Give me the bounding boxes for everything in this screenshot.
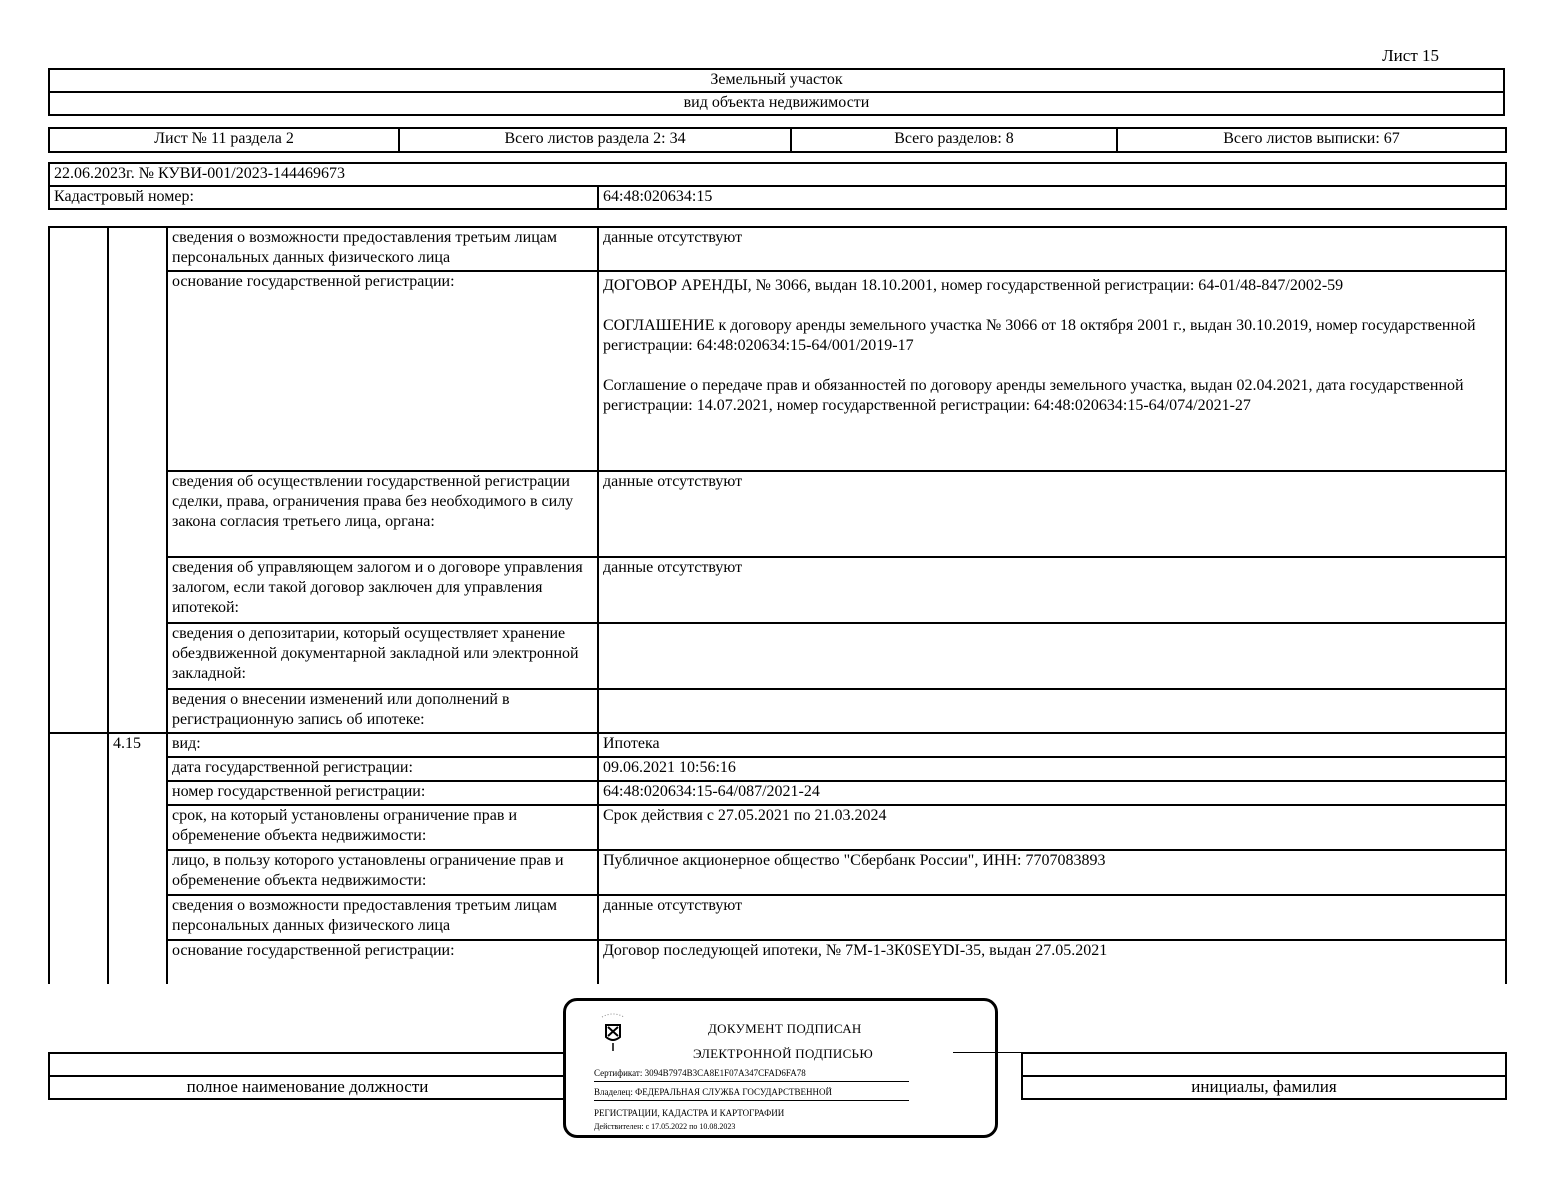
row-value [598,623,1506,689]
row-value: данные отсутствуют [598,227,1506,271]
entry-value: Договор последующей ипотеки, № 7М-1-3К0SEYDI-35, выдан 27.05.2021 [598,940,1506,984]
entry-value: Ипотека [598,733,1506,757]
counters-table [48,127,1507,153]
entry-value: 09.06.2021 10:56:16 [598,757,1506,781]
stamp-owner-2: РЕГИСТРАЦИИ, КАДАСТРА И КАРТОГРАФИИ [594,1108,785,1118]
coat-of-arms-icon [596,1011,630,1051]
section-blank-col-2 [49,733,108,984]
row-label: основание государственной регистрации: [167,271,598,471]
entry-value: Публичное акционерное общество "Сбербанк России", ИНН: 7707083893 [598,850,1506,895]
basis-doc-3: Соглашение о передаче прав и обязанностей по договору аренды земельного участка, выдан 02.04.2021, дата государственной регистрации: 14.07.2021, номер государственной регистрации: 64:48:020634:15-64/074/2021-27 [603,377,1464,414]
row-label: сведения об управляющем залогом и о договоре управления залогом, если такой договор заключен для управления ипотекой: [167,557,598,623]
basis-doc-1: ДОГОВОР АРЕНДЫ, № 3066, выдан 18.10.2001, номер государственной регистрации: 64-01/48-847/2002-59 [603,277,1344,294]
cadastral-label: Кадастровый номер: [49,186,598,209]
position-caption: полное наименование должности [49,1076,566,1099]
row-value [598,271,1506,471]
entry-label: сведения о возможности предоставления третьим лицам персональных данных физического лица [167,895,598,940]
stamp-certificate: Сертификат: 3094B7974B3CA8E1F07A347CFAD6FA78 [594,1068,806,1078]
doc-info-table [48,162,1507,210]
row-label: сведения о возможности предоставления третьим лицам персональных данных физического лица [167,227,598,271]
entry-value: 64:48:020634:15-64/087/2021-24 [598,781,1506,805]
total-sheets-section: Всего листов раздела 2: 34 [399,128,791,152]
entry-blank-col [108,227,167,733]
entry-label: дата государственной регистрации: [167,757,598,781]
entry-label: вид: [167,733,598,757]
basis-doc-2: СОГЛАШЕНИЕ к договору аренды земельного участка № 3066 от 18 октября 2001 г., выдан 30.10.2019, номер государственной регистрации: 64:48:020634:15-64/001/2019-17 [603,317,1476,354]
stamp-owner-1: Владелец: ФЕДЕРАЛЬНАЯ СЛУЖБА ГОСУДАРСТВЕННОЙ [594,1087,833,1097]
entry-number: 4.15 [108,733,167,984]
name-caption: инициалы, фамилия [1022,1076,1506,1099]
entry-label: срок, на который установлены ограничение прав и обременение объекта недвижимости: [167,805,598,850]
entry-label: номер государственной регистрации: [167,781,598,805]
row-value: данные отсутствуют [598,557,1506,623]
stamp-title-2: ЭЛЕКТРОННОЙ ПОДПИСЬЮ [693,1046,873,1061]
object-header-table [48,68,1505,116]
electronic-signature-stamp [563,998,998,1138]
total-sections: Всего разделов: 8 [791,128,1117,152]
row-value [598,689,1506,733]
total-sheets-extract: Всего листов выписки: 67 [1117,128,1506,152]
sheet-number: Лист 15 [1382,46,1439,65]
doc-date-number: 22.06.2023г. № КУВИ-001/2023-144469673 [49,163,1506,186]
section-blank-col [49,227,108,733]
entry-label: лицо, в пользу которого установлены ограничение прав и обременение объекта недвижимости: [167,850,598,895]
entry-value: Срок действия с 27.05.2021 по 21.03.2024 [598,805,1506,850]
row-label: ведения о внесении изменений или дополнений в регистрационную запись об ипотеке: [167,689,598,733]
encumbrance-table [48,226,1507,984]
stamp-valid: Действителен: с 17.05.2022 по 10.08.2023 [594,1122,736,1131]
sheet-of-section: Лист № 11 раздела 2 [49,128,399,152]
object-type-caption: вид объекта недвижимости [49,92,1504,115]
stamp-title-1: ДОКУМЕНТ ПОДПИСАН [708,1021,862,1036]
object-type: Земельный участок [49,69,1504,92]
name-field [1022,1053,1506,1076]
row-label: сведения о депозитарии, который осуществляет хранение обездвиженной документарной закладной или электронной закладной: [167,623,598,689]
position-field [49,1053,566,1076]
cadastral-value: 64:48:020634:15 [598,186,1506,209]
entry-label: основание государственной регистрации: [167,940,598,984]
entry-value: данные отсутствуют [598,895,1506,940]
row-value: данные отсутствуют [598,471,1506,557]
row-label: сведения об осуществлении государственной регистрации сделки, права, ограничения права без необходимого в силу закона согласия третьего лица, органа: [167,471,598,557]
